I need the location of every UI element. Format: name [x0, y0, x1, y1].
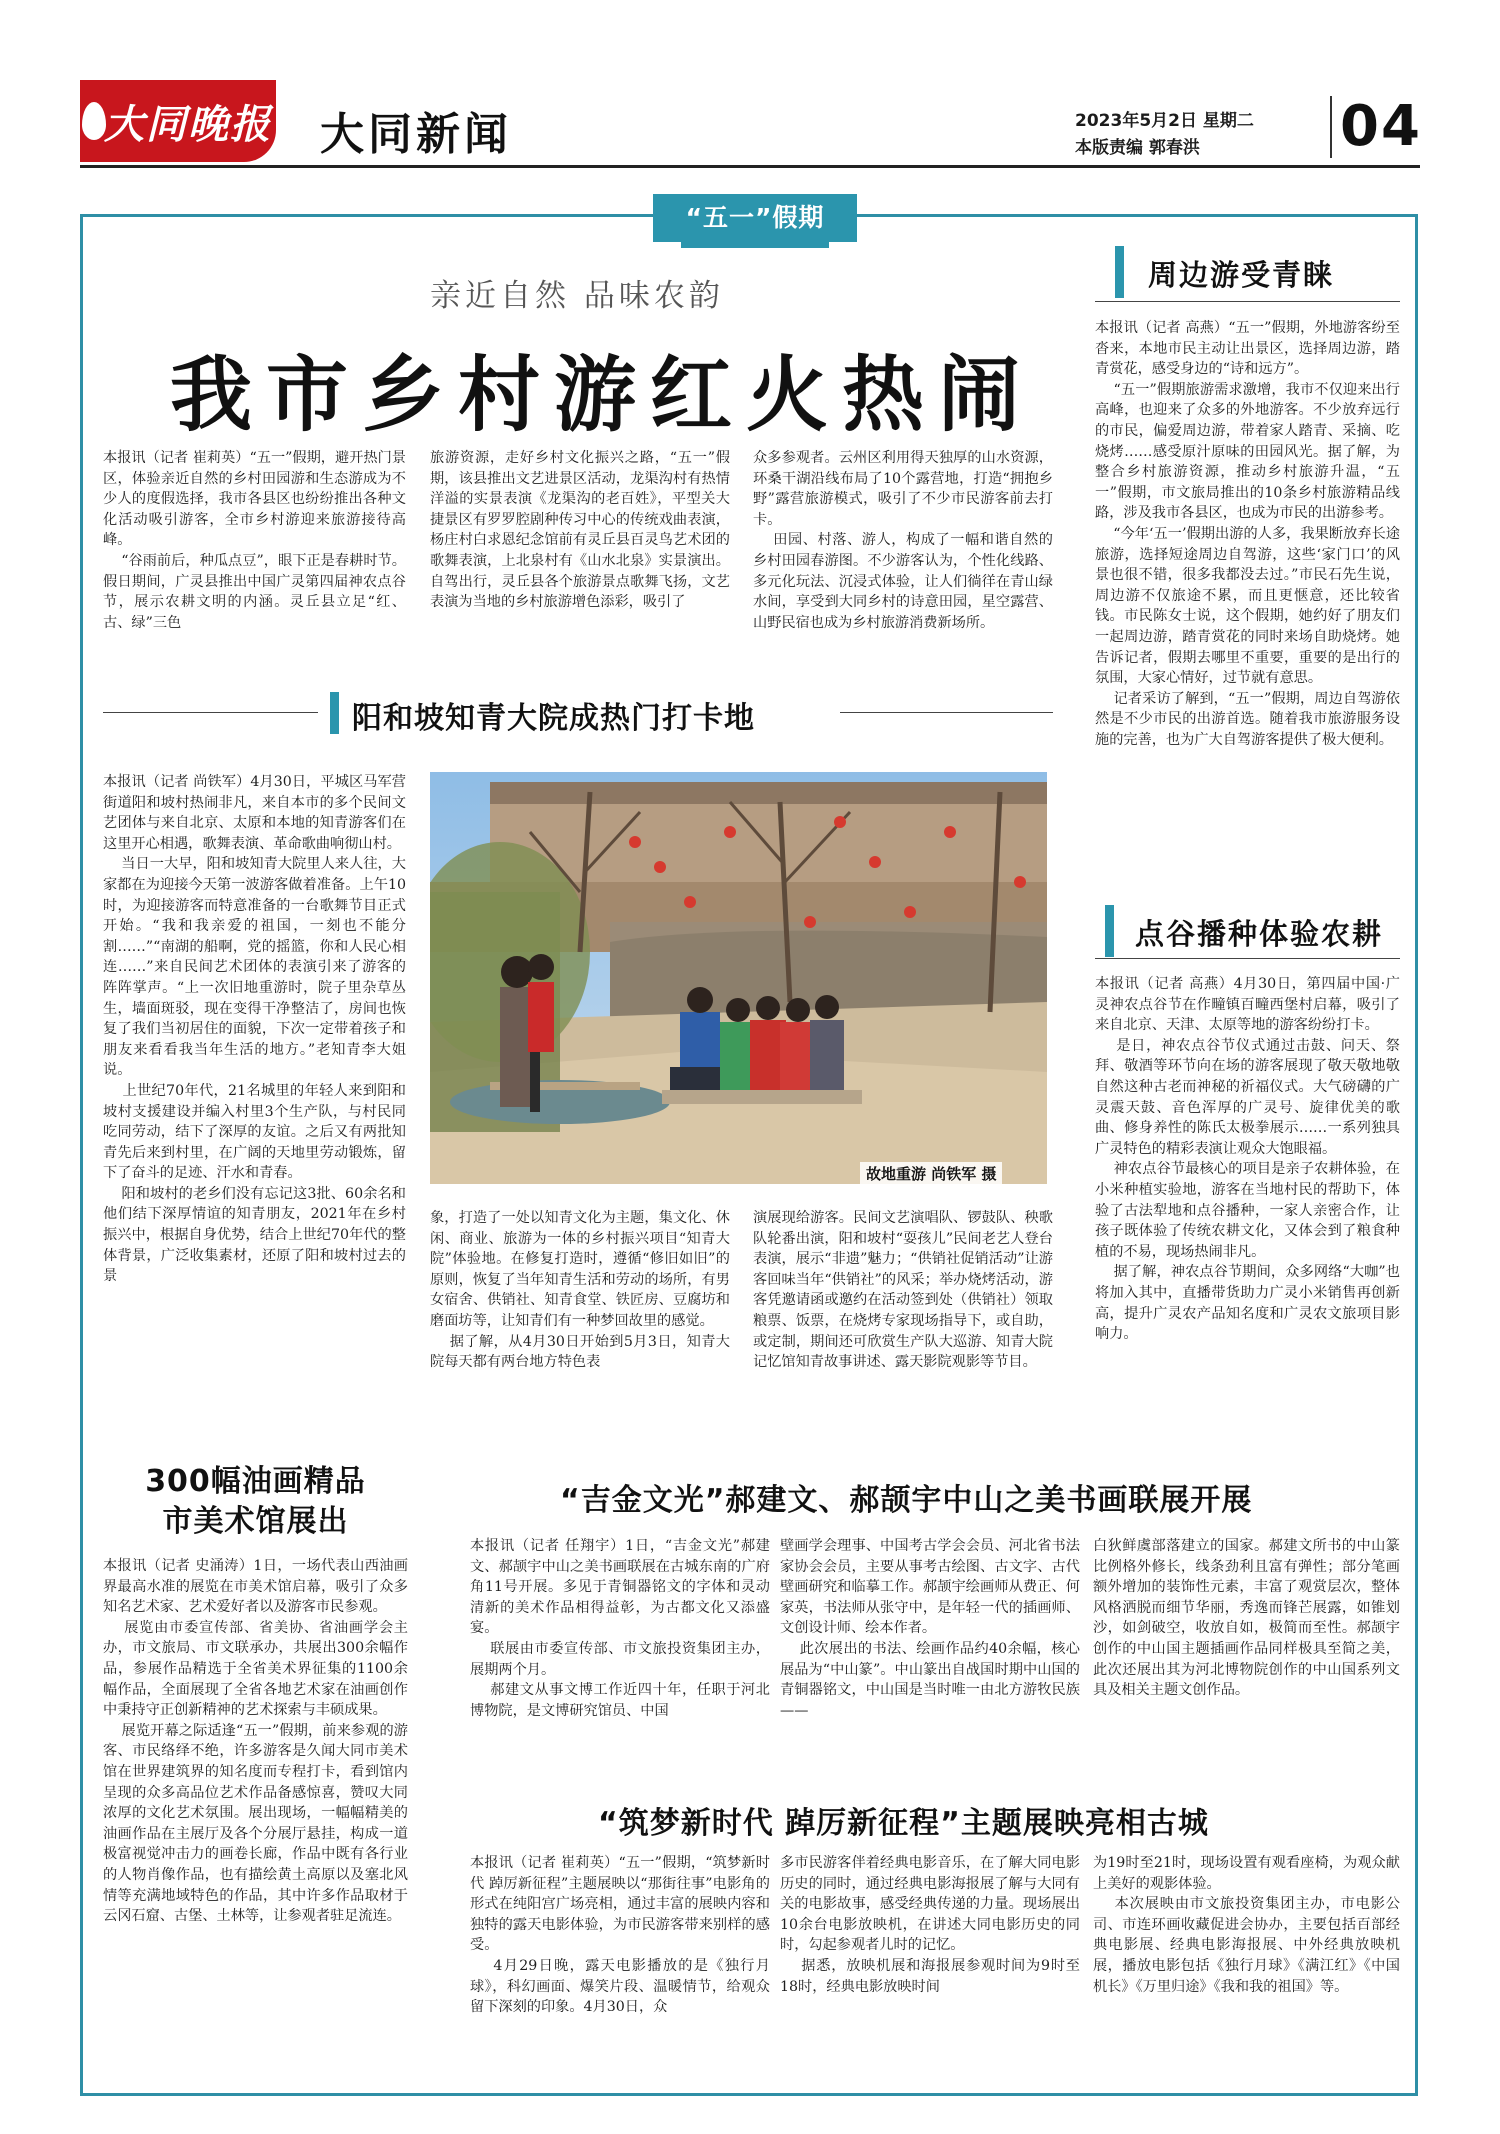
headline-underline	[1095, 301, 1400, 302]
shuhua-headline: “吉金文光”郝建文、郝颉宇中山之美书画联展开展	[560, 1483, 1253, 1518]
zhiqing-headline: 阳和坡知青大院成热门打卡地	[352, 701, 755, 736]
photo-zhiqing-courtyard	[430, 772, 1047, 1184]
header-rule	[80, 165, 1420, 168]
newspaper-logo[interactable]	[80, 80, 276, 162]
zhoubian-body: 本报讯（记者 高燕）“五一”假期，外地游客纷至沓来，本地市民主动让出景区，选择周边游，踏青赏花，感受身边的“诗和远方”。 “五一”假期旅游需求激增，我市不仅迎来出行高峰，也迎来了众多的外地游客。不少放弃远行的市民，偏爱周边游，带着家人踏青、采摘、吃烧烤……感受原汁原味的田园风光。据了解，为整合乡村旅游资源，推动乡村旅游升温，“五一”假期，市文旅局推出的10条乡村旅游精品线路，涉及我市各县区，也成为市民的出游参考。 “今年‘五一’假期出游的人多，我果断放弃长途旅游，选择短途周边自驾游，这些‘家门口’的风景也很不错，很多我都没去过。”市民石先生说，周边游不仅旅途不累，而且更惬意，还比较省钱。市民陈女士说，这个假期，她约好了朋友们一起周边游，踏青赏花的同时来场自助烧烤。她告诉记者，假期去哪里不重要，重要的是出行的氛围，大家心情好，过节就有意思。 记者采访了解到，“五一”假期，周边自驾游依然是不少市民的出游首选。随着我市旅游服务设施的完善，也为广大自驾游客提供了极大便利。	[1095, 320, 1400, 748]
headline-rule-left	[103, 712, 318, 713]
page-number: 04	[1340, 94, 1422, 159]
dianying-headline: “筑梦新时代 踔厉新征程”主题展映亮相古城	[598, 1806, 1209, 1841]
lead-column-2: 旅游资源，走好乡村文化振兴之路，“五一”假期，该县推出文艺进景区活动，龙渠沟村有热情洋溢的实景表演《龙渠沟的老百姓》，平型关大捷景区有罗罗腔剧种传习中心的传统戏曲表演，杨庄村白求恩纪念馆前有灵丘县百灵鸟艺术团的歌舞表演，上北泉村有《山水北泉》实景演出。自驾出行，灵丘县各个旅游景点歌舞飞扬，文艺表演为当地的乡村旅游增色添彩，吸引了	[430, 450, 730, 611]
photo-caption: 故地重游 尚铁军 摄	[860, 1162, 1002, 1185]
lead-column-3: 众多参观者。云州区利用得天独厚的山水资源，环桑干湖沿线布局了10个露营地，打造“拥抱乡野”露营旅游模式，吸引了不少市民游客前去打卡。 田园、村落、游人，构成了一幅和谐自然的乡村田园春游图。不少游客认为，个性化线路、多元化玩法、沉浸式体验，让人们徜徉在青山绿水间，享受到大同乡村的诗意田园，星空露营、山野民宿也成为乡村旅游消费新场所。	[753, 450, 1053, 631]
flame-icon	[82, 102, 106, 140]
headline-accent-bar	[1115, 246, 1124, 298]
header-divider	[1330, 96, 1332, 158]
headline-underline	[1095, 958, 1400, 959]
topic-tag-ribbon	[681, 242, 829, 248]
section-name: 大同新闻	[320, 109, 512, 160]
dianying-column-2: 多市民游客伴着经典电影音乐，在了解大同电影历史的同时，通过经典电影海报展了解与大同有关的电影故事，感受经典传递的力量。现场展出10余台电影放映机，在讲述大同电影历史的同时，勾起参观者儿时的记忆。 据悉，放映机展和海报展参观时间为9时至18时，经典电影放映时间	[780, 1855, 1080, 1995]
zhiqing-column-3: 演展现给游客。民间文艺演唱队、锣鼓队、秧歌队轮番出演，阳和坡村“耍孩儿”民间老艺人登台表演，展示“非遗”魅力；“供销社促销活动”让游客回味当年“供销社”的风采；举办烧烤活动，游客凭邀请函或邀约在活动签到处（供销社）领取粮票、饭票，在烧烤专家现场指导下，或自助，或定制，期间还可欣赏生产队大巡游、知青大院记忆馆知青故事讲述、露天影院观影等节目。	[753, 1210, 1053, 1371]
page-editor: 本版责编 郭春洪	[1075, 138, 1200, 158]
dianying-column-3: 为19时至21时，现场设置有观看座椅，为观众献上美好的观影体验。 本次展映由市文旅投资集团主办，市电影公司、市连环画收藏促进会协办，主要包括百部经典电影展、经典电影海报展、中外经典放映机展，播放电影包括《独行月球》《满江红》《中国机长》《万里归途》《我和我的祖国》等。	[1093, 1855, 1400, 1995]
zhiqing-column-2: 象，打造了一处以知青文化为主题，集文化、休闲、商业、旅游为一体的乡村振兴项目“知青大院”体验地。在修复打造时，遵循“修旧如旧”的原则，恢复了当年知青生活和劳动的场所，有男女宿舍、供销社、知青食堂、铁匠房、豆腐坊和磨面坊等，让知青们有一种梦回故里的感觉。 据了解，从4月30日开始到5月3日，知青大院每天都有两台地方特色表	[430, 1210, 730, 1371]
photo-illustration	[430, 772, 1047, 1184]
lead-kicker: 亲近自然 品味农韵	[430, 278, 724, 314]
shuhua-column-3: 白狄鲜虞部落建立的国家。郝建文所书的中山篆比例格外修长，线条劲利且富有弹性；部分笔画额外增加的装饰性元素，丰富了观赏层次，整体风格洒脱而细节华丽，秀逸而锋芒展露，如锥划沙，如剑破空，收放自如，极简而至性。郝颉宇创作的中山国主题插画作品同样极具至简之美，此次还展出其为河北博物院创作的中山国系列文具及相关主题文创作品。	[1093, 1538, 1400, 1699]
lead-headline: 我市乡村游红火热闹	[170, 348, 1035, 443]
lead-column-1: 本报讯（记者 崔莉英）“五一”假期，避开热门景区，体验亲近自然的乡村田园游和生态游成为不少人的度假选择，我市各县区也纷纷推出各种文化活动吸引游客，全市乡村游迎来旅游接待高峰。 “谷雨前后，种瓜点豆”，眼下正是春耕时节。假日期间，广灵县推出中国广灵第四届神农点谷节，展示农耕文明的内涵。灵丘县立足“红、古、绿”三色	[103, 450, 406, 631]
issue-date: 2023年5月2日 星期二	[1075, 111, 1254, 131]
zhoubian-headline: 周边游受青睐	[1148, 258, 1335, 292]
dianying-column-1: 本报讯（记者 崔莉英）“五一”假期，“筑梦新时代 踔厉新征程”主题展映以“那街往事”电影角的形式在纯阳宫广场亮相，通过丰富的展映内容和独特的露天电影体验，为市民游客带来别样的感受。 4月29日晚，露天电影播放的是《独行月球》，科幻画面、爆笑片段、温暖情节，给观众留下深刻的印象。4月30日，众	[470, 1855, 770, 2016]
headline-accent-bar	[1105, 905, 1114, 957]
zhiqing-column-1: 本报讯（记者 尚铁军）4月30日，平城区马军营街道阳和坡村热闹非凡，来自本市的多个民间文艺团体与来自北京、太原和本地的知青游客们在这里开心相遇，歌舞表演、革命歌曲响彻山村。 当日一大早，阳和坡知青大院里人来人往，大家都在为迎接今天第一波游客做着准备。上午10时，为迎接游客而特意准备的一台歌舞节目正式开始。“我和我亲爱的祖国，一刻也不能分割……”“南湖的船啊，党的摇篮，你和人民心相连……”来自民间艺术团体的表演引来了游客的阵阵掌声。“上一次旧地重游时，院子里杂草丛生，墙面斑驳，现在变得干净整洁了，房间也恢复了我们当初居住的面貌，下次一定带着孩子和朋友来看看我当年生活的地方。”老知青李大姐说。 上世纪70年代，21名城里的年轻人来到阳和坡村支援建设并编入村里3个生产队，与村民同吃同劳动，结下了深厚的友谊。之后又有两批知青先后来到村里，在广阔的天地里劳动锻炼，留下了奋斗的足迹、汗水和青春。 阳和坡村的老乡们没有忘记这3批、60余名和他们结下深厚情谊的知青朋友，2021年在乡村振兴中，根据自身优势，结合上世纪70年代的整体背景，广泛收集素材，还原了阳和坡村过去的景	[103, 774, 406, 1285]
headline-accent-bar	[330, 692, 339, 734]
shuhua-column-2: 壁画学会理事、中国考古学会会员、河北省书法家协会会员，主要从事考古绘图、古文字、古代壁画研究和临摹工作。郝颉宇绘画师从费正、何家英，书法师从张守中，是年轻一代的插画师、文创设计师、绘本作者。 此次展出的书法、绘画作品约40余幅，核心展品为“中山篆”。中山篆出自战国时期中山国的青铜器铭文，中山国是当时唯一由北方游牧民族——	[780, 1538, 1080, 1719]
diangu-headline: 点谷播种体验农耕	[1135, 917, 1384, 951]
youhua-headline-line2: 市美术馆展出	[162, 1504, 349, 1539]
topic-tag: “五一”假期	[653, 194, 857, 242]
logo-text: 大同晚报	[104, 101, 272, 148]
youhua-headline-line1: 300幅油画精品	[145, 1464, 366, 1499]
headline-rule-right	[840, 712, 1053, 713]
shuhua-column-1: 本报讯（记者 任翔宇）1日，“吉金文光”郝建文、郝颉宇中山之美书画联展在古城东南的广府角11号开展。多见于青铜器铭文的字体和灵动清新的美术作品相得益彰，为古都文化又添盛宴。 联展由市委宣传部、市文旅投资集团主办，展期两个月。 郝建文从事文博工作近四十年，任职于河北博物院，是文博研究馆员、中国	[470, 1538, 770, 1719]
diangu-body: 本报讯（记者 高燕）4月30日，第四届中国·广灵神农点谷节在作疃镇百疃西堡村启幕，吸引了来自北京、天津、太原等地的游客纷纷打卡。 是日，神农点谷节仪式通过击鼓、问天、祭拜、敬酒等环节向在场的游客展现了敬天敬地敬自然这种古老而神秘的祈福仪式。大气磅礴的广灵震天鼓、音色浑厚的广灵号、旋律优美的歌曲、修身养性的陈氏太极拳展示……一系列独具广灵特色的精彩表演让观众大饱眼福。 神农点谷节最核心的项目是亲子农耕体验，在小米种植实验地，游客在当地村民的帮助下，体验了古法犁地和点谷播种，一家人亲密合作，让孩子既体验了传统农耕文化，又体会到了粮食种植的不易，现场热闹非凡。 据了解，神农点谷节期间，众多网络“大咖”也将加入其中，直播带货助力广灵小米销售再创新高，提升广灵农产品知名度和广灵农文旅项目影响力。	[1095, 976, 1400, 1343]
youhua-body: 本报讯（记者 史涌涛）1日，一场代表山西油画界最高水准的展览在市美术馆启幕，吸引了众多知名艺术家、艺术爱好者以及游客市民参观。 展览由市委宣传部、省美协、省油画学会主办，市文旅局、市文联承办，共展出300余幅作品，参展作品精选于全省美术界征集的1100余幅作品，全面展现了全省各地艺术家在油画创作中秉持守正创新精神的艺术探索与丰硕成果。 展览开幕之际适逢“五一”假期，前来参观的游客、市民络绎不绝，许多游客是久闻大同市美术馆在世界建筑界的知名度而专程打卡，看到馆内呈现的众多高品位艺术作品备感惊喜，赞叹大同浓厚的文化艺术氛围。展出现场，一幅幅精美的油画作品在主展厅及各个分展厅悬挂，构成一道极富视觉冲击力的画卷长廊，作品中既有各行业的人物肖像作品，也有描绘黄土高原以及塞北风情等充满地域特色的作品，其中许多作品取材于云冈石窟、古堡、土林等，让参观者驻足流连。	[103, 1558, 408, 1925]
